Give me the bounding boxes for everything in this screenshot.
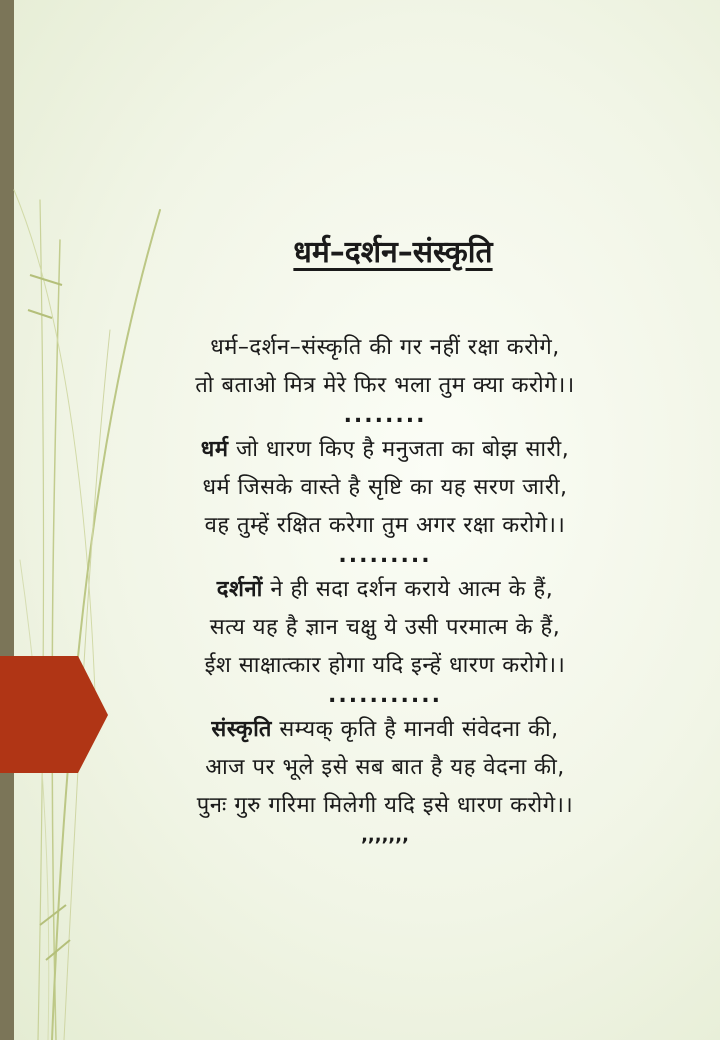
- separator-3: ...........: [328, 683, 442, 708]
- stanza-3-line-3: पुनः गुरु गरिमा मिलेगी यदि इसे धारण करोगे।।: [196, 793, 574, 818]
- stanza-1-line-1-rest: जो धारण किए है मनुजता का बोझ सारी,: [228, 437, 570, 462]
- stanza-2-line-3: ईश साक्षात्कार होगा यदि इन्हें धारण करोगे।।: [204, 653, 566, 678]
- separator-1: ........: [343, 403, 427, 428]
- end-mark: ,,,,,,,: [361, 825, 409, 846]
- intro-line-1: धर्म–दर्शन–संस्कृति की गर नहीं रक्षा करोगे,: [210, 335, 560, 360]
- stanza-1-line-1: [60, 431, 710, 469]
- poem-slide: [60, 230, 710, 847]
- stanza-3-line-1: [60, 711, 710, 749]
- stanza-3-line-1-rest: सम्यक् कृति है मानवी संवेदना की,: [271, 717, 559, 742]
- stanza-2-line-1: [60, 571, 710, 609]
- stanza-1-term: धर्म: [200, 437, 229, 462]
- page-title: धर्म–दर्शन–संस्कृति: [293, 235, 493, 270]
- stanza-1-line-2: धर्म जिसके वास्ते है सृष्टि का यह सरण जारी,: [202, 475, 568, 500]
- stanza-2-line-2: सत्य यह है ज्ञान चक्षु ये उसी परमात्म के हैं,: [209, 615, 561, 640]
- intro-line-2: तो बताओ मित्र मेरे फिर भला तुम क्या करोगे।।: [195, 373, 575, 398]
- separator-2: .........: [338, 543, 432, 568]
- stanza-2-term: दर्शनों: [216, 577, 263, 602]
- stanza-1-line-3: वह तुम्हें रक्षित करेगा तुम अगर रक्षा करोगे।।: [204, 513, 566, 538]
- stanza-2-line-1-rest: ने ही सदा दर्शन कराये आत्म के हैं,: [262, 577, 554, 602]
- stanza-3-term: संस्कृति: [211, 717, 272, 742]
- stanza-3-line-2: आज पर भूले इसे सब बात है यह वेदना की,: [205, 755, 565, 780]
